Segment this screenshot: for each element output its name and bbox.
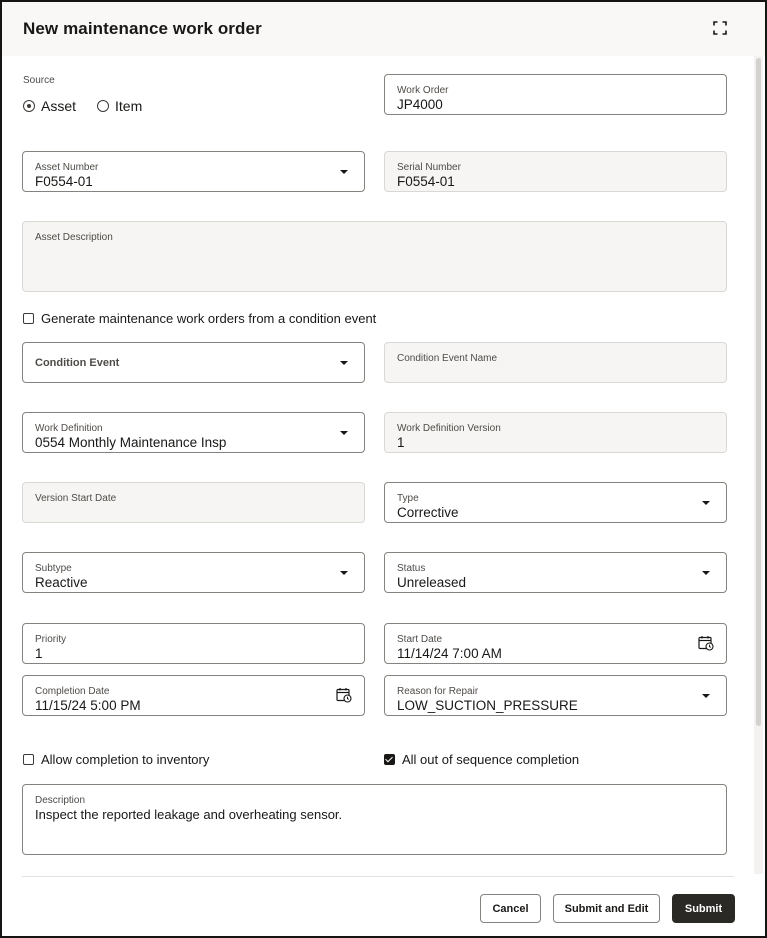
- subtype-select[interactable]: [22, 552, 365, 593]
- radio-item-label: Item: [115, 98, 143, 114]
- generate-checkbox-box[interactable]: [23, 313, 34, 324]
- start-date-value: 11/14/24 7:00 AM: [397, 646, 502, 661]
- asset-description-label: Asset Description: [35, 232, 113, 243]
- chevron-down-icon[interactable]: [702, 501, 710, 505]
- radio-asset-label: Asset: [41, 98, 77, 114]
- subtype-label: Subtype: [35, 563, 72, 574]
- chevron-down-icon[interactable]: [702, 571, 710, 575]
- chevron-down-icon[interactable]: [340, 431, 348, 435]
- type-value: Corrective: [397, 505, 459, 520]
- calendar-icon[interactable]: [336, 687, 352, 703]
- completion-date-field[interactable]: [22, 675, 365, 716]
- serial-number-label: Serial Number: [397, 162, 461, 173]
- version-start-date-label: Version Start Date: [35, 493, 117, 504]
- calendar-icon[interactable]: [698, 635, 714, 651]
- chevron-down-icon[interactable]: [340, 361, 348, 365]
- work-order-label: Work Order: [397, 85, 449, 96]
- priority-label: Priority: [35, 634, 67, 645]
- description-value: Inspect the reported leakage and overheating sensor.: [35, 807, 343, 822]
- work-definition-select[interactable]: [22, 412, 365, 453]
- generate-checkbox-label: Generate maintenance work orders from a condition event: [41, 311, 377, 326]
- radio-asset-button[interactable]: [23, 100, 35, 112]
- description-label: Description: [35, 795, 86, 806]
- asset-description-field: [22, 221, 727, 292]
- start-date-label: Start Date: [397, 634, 443, 645]
- type-label: Type: [397, 493, 419, 504]
- footer-divider: [22, 876, 734, 877]
- condition-event-select[interactable]: [22, 342, 365, 383]
- completion-date-label: Completion Date: [35, 686, 110, 697]
- work-definition-label: Work Definition: [35, 423, 103, 434]
- out-of-sequence-checkbox-box[interactable]: [384, 754, 395, 765]
- out-of-sequence-checkbox[interactable]: [384, 752, 579, 767]
- radio-item-button[interactable]: [97, 100, 109, 112]
- work-definition-version-value: 1: [397, 435, 405, 450]
- radio-asset[interactable]: [23, 98, 76, 114]
- allow-completion-inventory-checkbox[interactable]: [23, 752, 209, 767]
- status-label: Status: [397, 563, 426, 574]
- priority-field[interactable]: [22, 623, 365, 664]
- generate-from-condition-checkbox[interactable]: [23, 311, 376, 326]
- asset-number-label: Asset Number: [35, 162, 99, 173]
- version-start-date-field: [22, 482, 365, 523]
- allow-completion-checkbox-box[interactable]: [23, 754, 34, 765]
- scrollbar-thumb[interactable]: [756, 58, 761, 726]
- dialog-header: [2, 2, 765, 56]
- reason-for-repair-value: LOW_SUCTION_PRESSURE: [397, 698, 578, 713]
- status-value: Unreleased: [397, 575, 467, 590]
- work-definition-version-field: [384, 412, 727, 453]
- work-order-field[interactable]: [384, 74, 727, 115]
- scrollbar[interactable]: [754, 56, 763, 874]
- allow-completion-checkbox-label: Allow completion to inventory: [41, 752, 210, 767]
- chevron-down-icon[interactable]: [702, 694, 710, 698]
- reason-for-repair-label: Reason for Repair: [397, 686, 479, 697]
- description-textarea[interactable]: [22, 784, 727, 855]
- chevron-down-icon[interactable]: [340, 571, 348, 575]
- reason-for-repair-select[interactable]: [384, 675, 727, 716]
- serial-number-field: [384, 151, 727, 192]
- completion-date-value: 11/15/24 5:00 PM: [35, 698, 141, 713]
- out-of-sequence-checkbox-label: All out of sequence completion: [402, 752, 580, 767]
- expand-icon[interactable]: [713, 21, 727, 35]
- serial-number-value: F0554-01: [397, 174, 455, 189]
- chevron-down-icon[interactable]: [340, 170, 348, 174]
- asset-number-value: F0554-01: [35, 174, 93, 189]
- submit-button[interactable]: Submit: [672, 894, 735, 923]
- work-definition-version-label: Work Definition Version: [397, 423, 501, 434]
- asset-number-select[interactable]: [22, 151, 365, 192]
- source-label: Source: [23, 75, 55, 86]
- type-select[interactable]: [384, 482, 727, 523]
- submit-and-edit-button[interactable]: Submit and Edit: [553, 894, 660, 923]
- status-select[interactable]: [384, 552, 727, 593]
- priority-value: 1: [35, 646, 43, 661]
- start-date-field[interactable]: [384, 623, 727, 664]
- subtype-value: Reactive: [35, 575, 88, 590]
- dialog-title: New maintenance work order: [23, 19, 262, 38]
- radio-item[interactable]: [97, 98, 142, 114]
- cancel-button[interactable]: Cancel: [480, 894, 541, 923]
- work-order-value: JP4000: [397, 97, 443, 112]
- condition-event-label: Condition Event: [35, 357, 120, 369]
- work-definition-value: 0554 Monthly Maintenance Insp: [35, 435, 227, 450]
- condition-event-name-field: [384, 342, 727, 383]
- condition-event-name-label: Condition Event Name: [397, 353, 498, 364]
